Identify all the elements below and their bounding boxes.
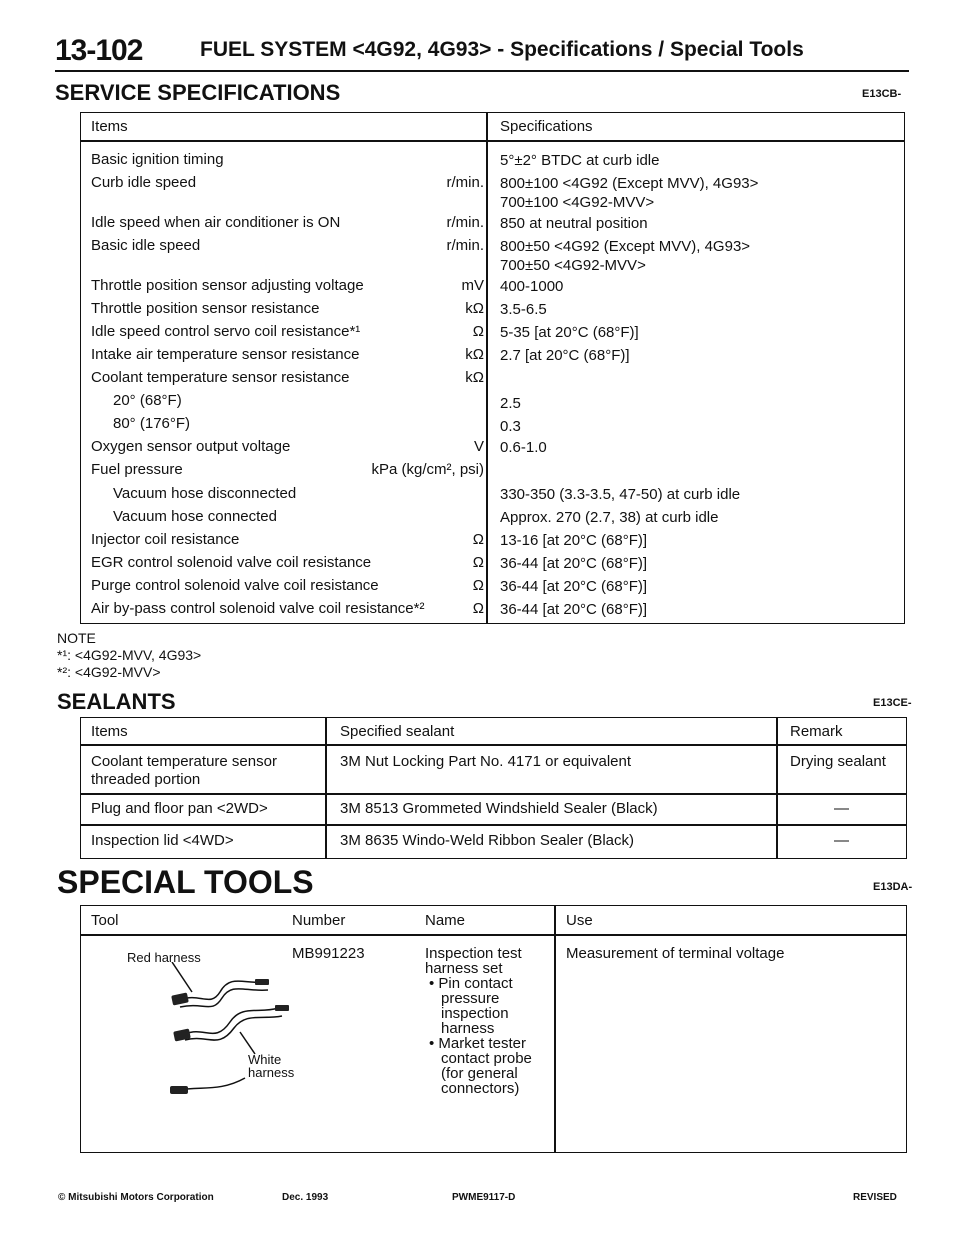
tool-number: MB991223 xyxy=(292,945,365,962)
spec-item: EGR control solenoid valve coil resistance xyxy=(91,554,372,571)
spec-item: Throttle position sensor adjusting voltage xyxy=(91,277,364,294)
table-divider xyxy=(80,140,905,142)
spec-item: Idle speed control servo coil resistance*¹ xyxy=(91,323,361,340)
tool-name-line: contact probe xyxy=(441,1050,532,1067)
spec-item: 80° (176°F) xyxy=(113,415,191,432)
footer-status: REVISED xyxy=(853,1192,897,1203)
spec-item: Vacuum hose disconnected xyxy=(113,485,297,502)
spec-item: 20° (68°F) xyxy=(113,392,182,409)
sealant-item: Plug and floor pan <2WD> xyxy=(91,800,268,817)
spec-value: 0.3 xyxy=(500,418,521,435)
spec-unit: kΩ xyxy=(465,369,484,386)
note-1: *¹: <4G92-MVV, 4G93> xyxy=(57,647,202,663)
spec-value: 5°±2° BTDC at curb idle xyxy=(500,152,660,169)
sealant-name: 3M Nut Locking Part No. 4171 or equivalent xyxy=(340,753,631,770)
table-divider xyxy=(80,744,907,746)
tool-name-line: inspection xyxy=(441,1005,509,1022)
note-2: *²: <4G92-MVV> xyxy=(57,664,161,680)
sealant-item: Coolant temperature sensor threaded portion xyxy=(91,753,277,788)
spec-value: 2.7 [at 20°C (68°F)] xyxy=(500,347,630,364)
spec-value: 330-350 (3.3-3.5, 47-50) at curb idle xyxy=(500,486,741,503)
header-rule xyxy=(55,70,909,72)
spec-unit: Ω xyxy=(472,323,484,340)
column-header-use: Use xyxy=(566,912,593,929)
spec-value: 400-1000 xyxy=(500,278,564,295)
table-divider xyxy=(325,717,327,859)
spec-item: Intake air temperature sensor resistance xyxy=(91,346,360,363)
tool-name-line: (for general xyxy=(441,1065,518,1082)
service-specifications-title: SERVICE SPECIFICATIONS xyxy=(55,80,341,105)
table-divider xyxy=(554,905,556,1153)
footer-copyright: © Mitsubishi Motors Corporation xyxy=(58,1192,214,1203)
spec-item: Purge control solenoid valve coil resistance xyxy=(91,577,379,594)
column-header-remark: Remark xyxy=(790,723,843,740)
spec-unit: V xyxy=(473,438,484,455)
sealant-remark: — xyxy=(834,800,849,817)
spec-item: Oxygen sensor output voltage xyxy=(91,438,291,455)
page-number: 13-102 xyxy=(55,34,143,67)
table-divider xyxy=(486,112,488,624)
spec-value: 700±50 <4G92-MVV> xyxy=(500,257,646,274)
spec-item: Idle speed when air conditioner is ON xyxy=(91,214,341,231)
sealant-name: 3M 8635 Windo-Weld Ribbon Sealer (Black) xyxy=(340,832,635,849)
spec-value: 800±100 <4G92 (Except MVV), 4G93> xyxy=(500,175,759,192)
sealant-item: Inspection lid <4WD> xyxy=(91,832,234,849)
tool-name-line: • Pin contact xyxy=(429,975,513,992)
tool-name-line: Inspection test xyxy=(425,945,522,962)
spec-value: 3.5-6.5 xyxy=(500,301,547,318)
spec-unit: Ω xyxy=(472,554,484,571)
spec-item: Injector coil resistance xyxy=(91,531,240,548)
special-tools-title: SPECIAL TOOLS xyxy=(57,864,314,900)
tool-name-line: pressure xyxy=(441,990,500,1007)
table-divider xyxy=(80,824,907,826)
spec-unit: r/min. xyxy=(446,237,484,254)
sealant-remark: — xyxy=(834,832,849,849)
red-harness-label: Red harness xyxy=(127,950,201,965)
spec-unit: r/min. xyxy=(446,174,484,191)
spec-unit: kΩ xyxy=(465,346,484,363)
spec-value: 5-35 [at 20°C (68°F)] xyxy=(500,324,639,341)
tool-name-line: harness set xyxy=(425,960,503,977)
special-tools-code: E13DA- xyxy=(873,881,913,893)
tool-name xyxy=(425,946,532,1096)
note-title: NOTE xyxy=(57,630,96,646)
spec-unit: mV xyxy=(461,277,484,294)
footer-doc-code: PWME9117-D xyxy=(452,1192,516,1203)
spec-value: 36-44 [at 20°C (68°F)] xyxy=(500,555,648,572)
spec-value: 36-44 [at 20°C (68°F)] xyxy=(500,578,648,595)
sealant-name: 3M 8513 Grommeted Windshield Sealer (Black) xyxy=(340,800,658,817)
tool-name-line: • Market tester xyxy=(429,1035,526,1052)
spec-value: Approx. 270 (2.7, 38) at curb idle xyxy=(500,509,719,526)
spec-item: Vacuum hose connected xyxy=(113,508,277,525)
column-header-sealant: Specified sealant xyxy=(340,723,455,740)
spec-item: Basic ignition timing xyxy=(91,151,224,168)
sealants-code: E13CE- xyxy=(873,697,912,709)
spec-value: 850 at neutral position xyxy=(500,215,648,232)
column-header-name: Name xyxy=(425,912,466,929)
column-header-items: Items xyxy=(91,118,128,135)
spec-value: 700±100 <4G92-MVV> xyxy=(500,194,655,211)
spec-unit: kΩ xyxy=(465,300,484,317)
spec-unit: Ω xyxy=(472,531,484,548)
spec-unit: Ω xyxy=(472,600,484,617)
table-divider xyxy=(80,934,907,936)
column-header-specifications: Specifications xyxy=(500,118,593,135)
spec-item: Air by-pass control solenoid valve coil resistance*² xyxy=(91,600,425,617)
spec-item: Coolant temperature sensor resistance xyxy=(91,369,350,386)
harness-illustration xyxy=(150,962,310,1107)
spec-unit: r/min. xyxy=(446,214,484,231)
spec-unit: kPa (kg/cm², psi) xyxy=(371,461,484,478)
column-header-number: Number xyxy=(292,912,346,929)
spec-value: 13-16 [at 20°C (68°F)] xyxy=(500,532,648,549)
spec-unit: Ω xyxy=(472,577,484,594)
spec-item: Fuel pressure xyxy=(91,461,183,478)
spec-value: 36-44 [at 20°C (68°F)] xyxy=(500,601,648,618)
page-title: FUEL SYSTEM <4G92, 4G93> - Specifications / Special Tools xyxy=(200,38,804,61)
tool-name-line: connectors) xyxy=(441,1080,520,1097)
column-header-items: Items xyxy=(91,723,128,740)
tool-name-line: harness xyxy=(441,1020,495,1037)
sealants-title: SEALANTS xyxy=(57,689,176,714)
spec-value: 0.6-1.0 xyxy=(500,439,547,456)
spec-item: Basic idle speed xyxy=(91,237,201,254)
column-header-tool: Tool xyxy=(91,912,119,929)
spec-value: 800±50 <4G92 (Except MVV), 4G93> xyxy=(500,238,751,255)
service-specifications-code: E13CB- xyxy=(862,88,902,100)
tool-use: Measurement of terminal voltage xyxy=(566,945,785,962)
sealant-remark: Drying sealant xyxy=(790,753,886,770)
spec-item: Curb idle speed xyxy=(91,174,197,191)
table-divider xyxy=(80,793,907,795)
white-harness-label: White harness xyxy=(248,1052,295,1080)
footer-date: Dec. 1993 xyxy=(282,1192,329,1203)
spec-item: Throttle position sensor resistance xyxy=(91,300,320,317)
spec-value: 2.5 xyxy=(500,395,521,412)
